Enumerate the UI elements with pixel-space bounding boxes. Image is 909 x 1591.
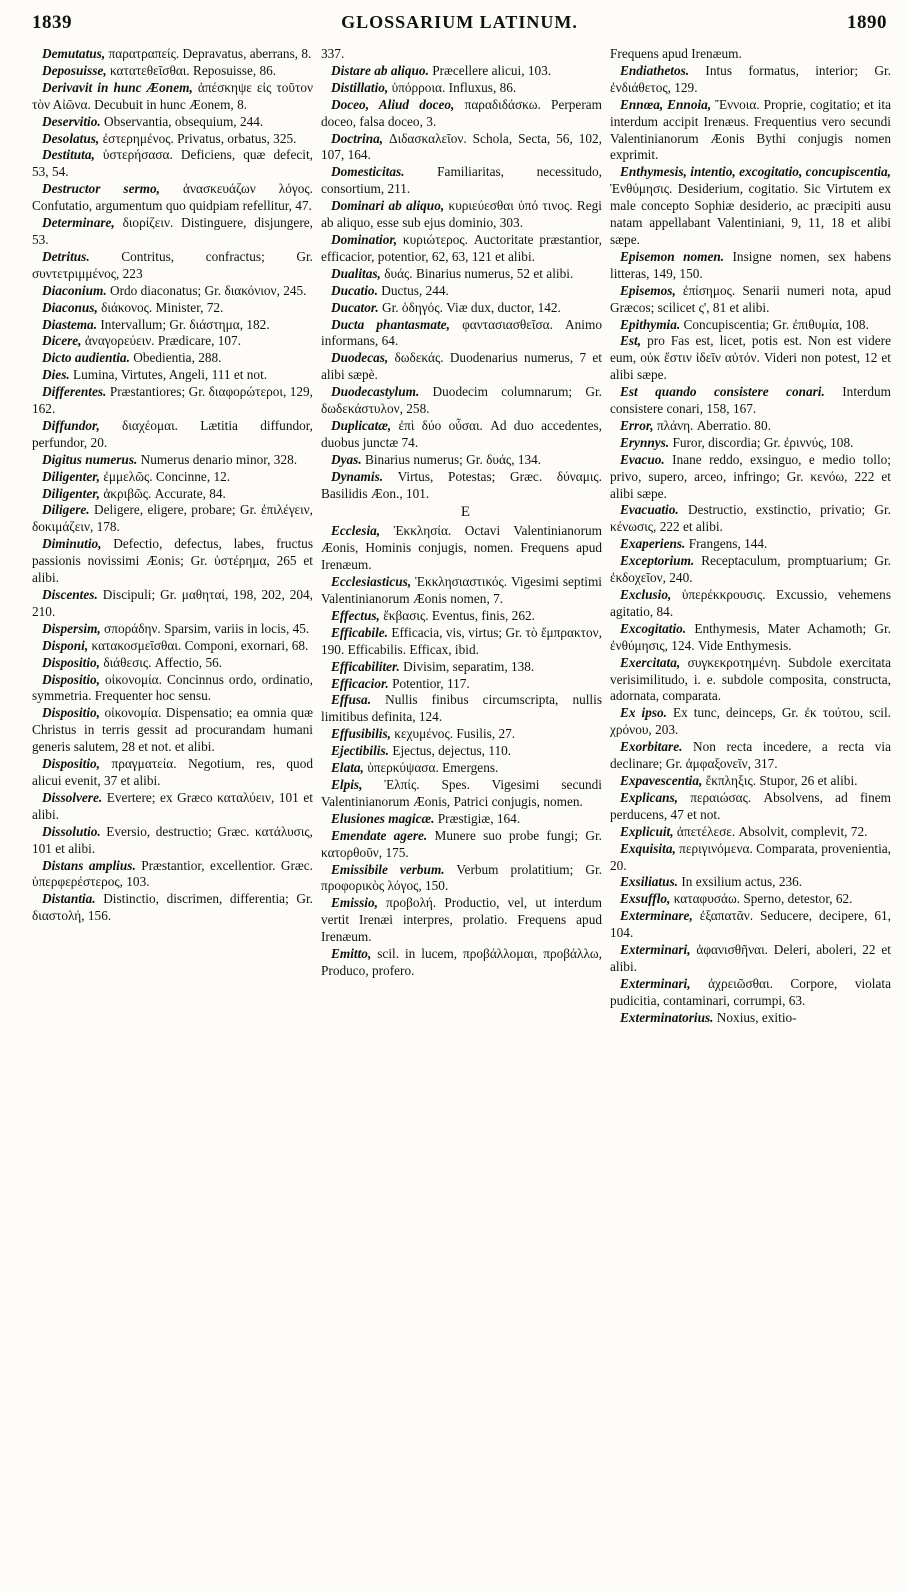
entry-definition: διορίζειν. Distinguere, disjungere, 53. xyxy=(32,215,313,247)
glossary-entry xyxy=(32,418,321,452)
entry-lemma: Dispositio, xyxy=(42,756,100,772)
entry-lemma: Dies. xyxy=(42,367,70,383)
glossary-entry xyxy=(32,80,321,114)
entry-lemma: Diligenter, xyxy=(42,468,100,484)
entry-lemma: Exterminari, xyxy=(620,942,691,958)
entry-definition: Interdum consistere conari, 158, 167. xyxy=(610,384,891,417)
glossary-entry xyxy=(321,625,610,659)
entry-definition: ὑπερέκκρουσις. Excussio, vehemens agitatio, 84. xyxy=(610,587,891,619)
entry-definition: Ἐνθύμησις. Desiderium, cogitatio. Sic Virtutem ex male concepto Sophiæ desiderio, ac præcipiti ausu natam appellabant Valentiniani, 9, 11, 18 et alibi sæpe. xyxy=(610,181,891,247)
entry-lemma: Dissolutio. xyxy=(42,823,101,839)
glossary-entry xyxy=(610,435,899,452)
running-title: GLOSSARIUM LATINUM. xyxy=(341,12,578,32)
glossary-entry xyxy=(610,790,899,824)
entry-lemma: Diligere. xyxy=(42,502,90,518)
entry-definition: scil. in lucem, προβάλλομαι, προβάλλω, Produco, profero. xyxy=(321,946,602,978)
entry-definition: Frangens, 144. xyxy=(685,536,768,552)
entry-lemma: Diaconus, xyxy=(42,299,98,315)
glossary-entry xyxy=(610,976,899,1010)
glossary-entry xyxy=(32,249,321,283)
glossary-entry xyxy=(610,874,899,891)
entry-definition: Præcellere alicui, 103. xyxy=(428,62,552,78)
entry-lemma: Exceptorium. xyxy=(620,553,695,569)
glossary-entry xyxy=(321,777,610,811)
column-3 xyxy=(610,46,899,1027)
entry-definition: Lumina, Virtutes, Angeli, 111 et not. xyxy=(69,367,268,383)
entry-definition: ἀναγορεύειν. Prædicare, 107. xyxy=(81,333,242,349)
entry-lemma: Enthymesis, intentio, excogitatio, concupiscentia, xyxy=(620,164,891,180)
entry-definition: Διδασκαλεῖον. Schola, Secta, 56, 102, 107, 164. xyxy=(321,130,602,163)
glossary-entry xyxy=(610,317,899,334)
glossary-entry xyxy=(610,621,899,655)
entry-definition: πλάνη. Aberratio. 80. xyxy=(653,417,771,433)
entry-lemma: Ducta phantasmate, xyxy=(331,316,450,332)
glossary-entry xyxy=(321,317,610,351)
glossary-entry xyxy=(321,828,610,862)
glossary-entry xyxy=(32,181,321,215)
entry-lemma: Efficabiliter. xyxy=(331,658,400,674)
glossary-entry xyxy=(32,350,321,367)
entry-definition: καταφυσάω. Sperno, detestor, 62. xyxy=(670,891,853,907)
entry-definition: διαχέομαι. Lætitia diffundor, perfundor, 20. xyxy=(32,417,313,450)
entry-lemma: Ecclesiasticus, xyxy=(331,574,412,590)
glossary-entry xyxy=(610,333,899,384)
glossary-entry xyxy=(32,367,321,384)
entry-lemma: Ex ipso. xyxy=(620,705,668,721)
entry-definition: Insigne nomen, sex habens litteras, 149, 150. xyxy=(610,248,891,281)
entry-definition: διάθεσις. Affectio, 56. xyxy=(100,654,223,670)
entry-definition: κεχυμένος. Fusilis, 27. xyxy=(390,726,516,742)
entry-lemma: Dominari ab aliquo, xyxy=(331,198,445,214)
entry-definition: Discipuli; Gr. μαθηταί, 198, 202, 204, 210. xyxy=(32,587,313,619)
entry-lemma: Desolatus, xyxy=(42,130,100,146)
glossary-entry xyxy=(610,841,899,875)
entry-definition: σποράδην. Sparsim, variis in locis, 45. xyxy=(100,620,310,636)
entry-definition: δυάς. Binarius numerus, 52 et alibi. xyxy=(380,265,574,281)
entry-definition: ἀπετέλεσε. Absolvit, complevit, 72. xyxy=(673,823,868,839)
glossary-entry xyxy=(610,63,899,97)
entry-lemma: Dispositio, xyxy=(42,705,100,721)
entry-lemma: Emissio, xyxy=(331,895,378,911)
entry-definition: ὑπόρροια. Influxus, 86. xyxy=(388,79,517,95)
glossary-entry xyxy=(610,249,899,283)
entry-definition: προβολή. Productio, vel, ut interdum vertit Irenæi interpres, prolatio. Frequens apud Irenæum. xyxy=(321,895,602,945)
entry-lemma: Dyas. xyxy=(331,451,362,467)
entry-definition: Contritus, confractus; Gr. συντετριμμένος, 223 xyxy=(32,248,313,281)
glossary-entry xyxy=(610,1010,899,1027)
entry-definition: Intus formatus, interior; Gr. ἐνδιάθετος, 129. xyxy=(610,62,891,95)
entry-lemma: Exquisita, xyxy=(620,840,676,856)
entry-definition: Potentior, 117. xyxy=(388,675,470,691)
entry-lemma: Elata, xyxy=(331,760,364,776)
glossary-entry xyxy=(32,283,321,300)
entry-definition: Receptaculum, promptuarium; Gr. ἐκδοχεῖον, 240. xyxy=(610,553,891,586)
entry-lemma: Dynamis. xyxy=(331,468,384,484)
glossary-entry xyxy=(32,672,321,706)
entry-lemma: Exorbitare. xyxy=(620,739,683,755)
entry-definition: Ductus, 244. xyxy=(377,282,449,298)
entry-definition: ἐπίσημος. Senarii numeri nota, apud Græcos; scilicet ς', 81 et alibi. xyxy=(610,282,891,315)
entry-definition: Inane reddo, exsinguo, e medio tollo; privo, supero, arceo, infringo; Gr. κενόω, 222 et alibi sæpe. xyxy=(610,451,891,501)
glossary-entry xyxy=(610,536,899,553)
glossary-entry xyxy=(321,574,610,608)
glossary-entry xyxy=(32,705,321,756)
entry-definition: Evertere; ex Græco καταλύειν, 101 et alibi. xyxy=(32,789,313,822)
entry-lemma: Destituta, xyxy=(42,147,95,163)
entry-lemma: Dualitas, xyxy=(331,265,381,281)
entry-lemma: Exsufflo, xyxy=(620,891,671,907)
entry-definition: ἀφανισθῆναι. Deleri, aboleri, 22 et alibi. xyxy=(610,942,891,974)
glossary-entry xyxy=(32,452,321,469)
entry-definition: Intervallum; Gr. διάστημα, 182. xyxy=(97,316,270,332)
entry-lemma: Efficabile. xyxy=(331,624,388,640)
entry-definition: συγκεκροτημένη. Subdole exercitata verisimilitudo, i. e. subdole composita, constructa, adornata, comparata. xyxy=(610,654,891,704)
entry-lemma: Duodecastylum. xyxy=(331,384,420,400)
glossary-entry xyxy=(32,384,321,418)
glossary-entry xyxy=(321,131,610,165)
glossary-entry xyxy=(610,942,899,976)
entry-definition: περαιώσας. Absolvens, ad finem perducens, 47 et not. xyxy=(610,789,891,822)
glossary-entry xyxy=(610,587,899,621)
entry-lemma: Destructor sermo, xyxy=(42,181,160,197)
entry-definition: Distinctio, discrimen, differentia; Gr. διαστολή, 156. xyxy=(32,891,313,924)
entry-lemma: Discentes. xyxy=(42,587,98,602)
entry-lemma: Derivavit in hunc Æonem, xyxy=(42,79,193,95)
entry-definition: ἔκπληξις. Stupor, 26 et alibi. xyxy=(702,772,858,788)
glossary-entry xyxy=(321,946,610,980)
entry-definition: ὑστερήσασα. Deficiens, quæ defecit, 53, 54. xyxy=(32,147,313,180)
entry-lemma: Evacuo. xyxy=(620,451,665,467)
entry-lemma: Demutatus, xyxy=(42,46,106,61)
glossary-entry xyxy=(610,908,899,942)
glossary-entry xyxy=(321,80,610,97)
entry-definition: πραγματεία. Negotium, res, quod alicui evenit, 37 et alibi. xyxy=(32,756,313,788)
glossary-entry xyxy=(32,824,321,858)
entry-lemma: Expavescentia, xyxy=(620,772,703,788)
glossary-entry xyxy=(321,811,610,828)
entry-definition: Nullis finibus circumscripta, nullis limitibus definita, 124. xyxy=(321,692,602,725)
entry-lemma: Efficacior. xyxy=(331,675,389,691)
entry-lemma: Deposuisse, xyxy=(42,62,107,78)
entry-definition: pro Fas est, licet, potis est. Non est videre eum, οὐκ ἔστιν ἰδεῖν αὐτόν. Videri non potest, 12 et alibi sæpe. xyxy=(610,333,891,383)
entry-definition: δωδεκάς. Duodenarius numerus, 7 et alibi sæpè. xyxy=(321,350,602,383)
glossary-entry xyxy=(610,739,899,773)
glossary-entry xyxy=(32,147,321,181)
entry-definition: ἀχρειῶσθαι. Corpore, violata pudicitia, contaminari, corrumpi, 63. xyxy=(610,975,891,1008)
entry-definition: Ἔννοια. Proprie, cogitatio; et ita interdum accipit Irenæus. Frequentius vero secundi Valentinianorum Æonis Bythi conjugis nomen exprimit. xyxy=(610,96,891,163)
glossary-entry xyxy=(610,452,899,503)
entry-lemma: Detritus. xyxy=(42,248,90,264)
entry-definition: Noxius, exitio- xyxy=(713,1009,797,1025)
entry-lemma: Diastema. xyxy=(42,316,98,332)
page-number-left: 1839 xyxy=(32,12,72,33)
entry-lemma: Epithymia. xyxy=(620,316,681,332)
entry-definition: Munere suo probe fungi; Gr. κατορθοῦν, 175. xyxy=(321,827,603,860)
entry-definition: κατακοσμεῖσθαι. Componi, exornari, 68. xyxy=(88,637,309,653)
entry-lemma: Dicto audientia. xyxy=(42,350,130,366)
glossary-entry xyxy=(610,773,899,790)
entry-lemma: Effusibilis, xyxy=(331,726,391,742)
entry-lemma: Distare ab aliquo. xyxy=(331,62,429,78)
entry-lemma: Dicere, xyxy=(42,333,82,349)
entry-definition: ἀνασκευάζων λόγος. Confutatio, argumentum quo quidpiam refellitur, 47. xyxy=(32,181,313,214)
entry-lemma: Erynnys. xyxy=(620,434,670,450)
entry-lemma: Deservitio. xyxy=(42,113,101,129)
entry-definition: κυριεύεσθαι ὑπό τινος. Regi ab aliquo, esse sub ejus dominio, 303. xyxy=(321,198,603,231)
entry-definition: παρατραπείς. Depravatus, aberrans, 8. xyxy=(105,46,312,61)
text-columns xyxy=(32,46,899,1027)
entry-lemma: Exterminari, xyxy=(620,975,691,991)
entry-lemma: Error, xyxy=(620,417,654,433)
glossary-entry xyxy=(32,858,321,892)
entry-lemma: Dominatior, xyxy=(331,231,398,247)
entry-lemma: Episemos, xyxy=(620,282,676,298)
entry-definition: Numerus denario minor, 328. xyxy=(137,451,298,467)
entry-definition: διάκονος. Minister, 72. xyxy=(97,299,224,315)
entry-definition: ἐπὶ δύο οὖσαι. Ad duo accedentes, duobus junctæ 74. xyxy=(321,417,602,450)
entry-definition: ἀπέσκηψε εἰς τοῦτον τὸν Αἰῶνα. Decubuit in hunc Æonem, 8. xyxy=(32,79,313,112)
glossary-entry xyxy=(32,790,321,824)
glossary-entry xyxy=(321,418,610,452)
glossary-entry xyxy=(610,46,899,63)
entry-definition: περιγινόμενα. Comparata, provenientia, 20. xyxy=(610,840,891,873)
page-number-right: 1890 xyxy=(847,12,887,33)
entry-definition: ἐστερημένος. Privatus, orbatus, 325. xyxy=(99,130,297,146)
glossary-entry xyxy=(610,705,899,739)
glossary-entry xyxy=(32,469,321,486)
entry-definition: Frequens apud Irenæum. xyxy=(610,46,742,61)
column-2-part-e xyxy=(321,523,610,979)
entry-definition: φαντασιασθεῖσα. Animo informans, 64. xyxy=(321,316,602,349)
entry-lemma: Exercitata, xyxy=(620,654,681,670)
entry-definition: οἰκονομία. Concinnus ordo, ordinatio, symmetria. Frequenter hoc sensu. xyxy=(32,671,313,704)
glossary-entry xyxy=(321,232,610,266)
glossary-entry xyxy=(321,283,610,300)
entry-lemma: Exclusio, xyxy=(620,587,672,602)
entry-definition: Ordo diaconatus; Gr. διακόνιον, 245. xyxy=(106,282,307,298)
glossary-entry xyxy=(32,587,321,621)
glossary-entry xyxy=(321,384,610,418)
entry-lemma: Distillatio, xyxy=(331,79,389,95)
entry-lemma: Exaperiens. xyxy=(620,536,686,552)
entry-definition: Ejectus, dejectus, 110. xyxy=(389,743,512,759)
entry-lemma: Duodecas, xyxy=(331,350,389,366)
entry-definition: Obedientia, 288. xyxy=(129,350,222,366)
glossary-entry xyxy=(321,300,610,317)
entry-lemma: Elusiones magicæ. xyxy=(331,810,435,826)
entry-definition: Gr. ὁδηγός. Viæ dux, ductor, 142. xyxy=(378,299,561,315)
glossary-entry xyxy=(610,824,899,841)
glossary-entry xyxy=(321,350,610,384)
glossary-entry xyxy=(610,502,899,536)
entry-lemma: Ducatio. xyxy=(331,282,378,298)
glossary-entry xyxy=(321,198,610,232)
entry-lemma: Diligenter, xyxy=(42,485,100,501)
entry-lemma: Ducator. xyxy=(331,299,379,315)
glossary-entry xyxy=(32,655,321,672)
entry-definition: ἐμμελῶς. Concinne, 12. xyxy=(100,468,231,484)
column-2-part-d xyxy=(321,46,610,502)
entry-definition: Præstantior, excellentior. Græc. ὑπερφερέστερος, 103. xyxy=(32,857,313,890)
entry-lemma: Dispositio, xyxy=(42,671,100,687)
glossary-entry xyxy=(321,523,610,574)
entry-lemma: Doceo, Aliud doceo, xyxy=(331,96,455,112)
entry-definition: κατατεθεῖσθαι. Reposuisse, 86. xyxy=(106,62,277,78)
entry-lemma: Exterminare, xyxy=(620,908,693,924)
glossary-entry xyxy=(610,384,899,418)
glossary-entry xyxy=(32,536,321,587)
glossary-entry xyxy=(32,621,321,638)
entry-lemma: Endiathetos. xyxy=(620,62,690,78)
glossary-entry xyxy=(32,215,321,249)
entry-definition: Destructio, exstinctio, privatio; Gr. κένωσις, 222 et alibi. xyxy=(610,502,891,535)
entry-definition: Duodecim columnarum; Gr. δωδεκάστυλον, 258. xyxy=(321,384,602,417)
column-2 xyxy=(321,46,610,1027)
entry-definition: Efficacia, vis, virtus; Gr. τὸ ἔμπρακτον, 190. Efficabilis. Efficax, ibid. xyxy=(321,624,602,657)
entry-lemma: Diffundor, xyxy=(42,417,100,433)
glossary-entry xyxy=(32,63,321,80)
glossary-entry xyxy=(321,692,610,726)
entry-definition: Verbum prolatitium; Gr. προφορικὸς λόγος, 150. xyxy=(321,861,602,894)
glossary-entry xyxy=(321,63,610,80)
entry-definition: κυριώτερος. Auctoritate præstantior, efficacior, potentior, 62, 63, 121 et alibi. xyxy=(321,231,602,264)
entry-definition: Divisim, separatim, 138. xyxy=(399,658,535,674)
entry-lemma: Dissolvere. xyxy=(42,789,103,805)
entry-lemma: Diaconium. xyxy=(42,282,107,298)
glossary-entry xyxy=(32,333,321,350)
entry-definition: Præstantiores; Gr. διαφορώτεροι, 129, 162. xyxy=(32,384,313,417)
entry-definition: 337. xyxy=(321,46,345,61)
entry-definition: In exsilium actus, 236. xyxy=(678,874,803,890)
glossary-entry xyxy=(610,553,899,587)
entry-lemma: Disponi, xyxy=(42,637,89,653)
entry-lemma: Effusa. xyxy=(331,692,372,708)
entry-lemma: Diminutio, xyxy=(42,536,102,552)
entry-definition: παραδιδάσκω. Perperam doceo, falsa doceo, 3. xyxy=(321,96,602,129)
glossary-entry xyxy=(321,266,610,283)
entry-definition: Non recta incedere, a recta via declinare; Gr. ἀμφαξονεῖν, 317. xyxy=(610,739,891,772)
entry-lemma: Excogitatio. xyxy=(620,620,687,636)
glossary-entry xyxy=(321,743,610,760)
entry-definition: Concupiscentia; Gr. ἐπιθυμία, 108. xyxy=(680,316,869,332)
entry-lemma: Determinare, xyxy=(42,215,115,231)
entry-lemma: Est quando consistere conari. xyxy=(620,384,825,400)
glossary-entry xyxy=(32,317,321,334)
entry-definition: Observantia, obsequium, 244. xyxy=(100,113,264,129)
glossary-entry xyxy=(610,283,899,317)
glossary-entry xyxy=(610,164,899,249)
entry-lemma: Distantia. xyxy=(42,891,96,907)
entry-definition: Præstigiæ, 164. xyxy=(434,810,521,826)
entry-lemma: Domesticitas. xyxy=(331,164,405,180)
entry-lemma: Ecclesia, xyxy=(331,523,381,539)
entry-definition: Binarius numerus; Gr. δυάς, 134. xyxy=(361,451,542,467)
entry-definition: Deligere, eligere, probare; Gr. ἐπιλέγειν, δοκιμάζειν, 178. xyxy=(32,502,313,535)
glossary-entry xyxy=(32,756,321,790)
entry-lemma: Elpis, xyxy=(331,776,363,792)
entry-lemma: Evacuatio. xyxy=(620,502,679,518)
glossary-entry xyxy=(32,502,321,536)
entry-definition: Ἐκκλησιαστικός. Vigesimi septimi Valentinianorum Æonis nomen, 7. xyxy=(321,574,602,606)
entry-lemma: Dispositio, xyxy=(42,654,100,670)
entry-definition: Familiaritas, necessitudo, consortium, 211. xyxy=(321,164,602,197)
entry-definition: Enthymesis, Mater Achamoth; Gr. ἐνθύμησις, 124. Vide Enthymesis. xyxy=(610,620,891,653)
glossary-entry xyxy=(321,895,610,946)
entry-definition: Virtus, Potestas; Græc. δύναμις. Basilidis Æon., 101. xyxy=(321,468,602,501)
entry-definition: ἀκριβῶς. Accurate, 84. xyxy=(100,485,226,501)
entry-definition: Ἐκκλησία. Octavi Valentinianorum Æonis, Hominis conjugis, nomen. Frequens apud Irenæum. xyxy=(321,523,602,573)
entry-lemma: Explicuit, xyxy=(620,823,674,839)
entry-definition: Ex tunc, deinceps, Gr. ἐκ τούτου, scil. χρόνου, 203. xyxy=(610,705,891,738)
glossary-entry xyxy=(32,486,321,503)
entry-lemma: Digitus numerus. xyxy=(42,451,138,467)
glossary-entry xyxy=(321,469,610,503)
entry-lemma: Dispersim, xyxy=(42,620,101,636)
entry-lemma: Ejectibilis. xyxy=(331,743,389,759)
glossary-entry xyxy=(32,114,321,131)
entry-lemma: Effectus, xyxy=(331,607,380,623)
section-letter-e: E xyxy=(460,504,471,521)
glossary-entry xyxy=(610,655,899,706)
entry-lemma: Emitto, xyxy=(331,946,372,962)
glossary-entry xyxy=(610,97,899,165)
glossary-entry xyxy=(32,638,321,655)
entry-lemma: Emissibile verbum. xyxy=(331,861,445,877)
entry-lemma: Exterminatorius. xyxy=(620,1009,714,1025)
glossary-entry xyxy=(32,131,321,148)
entry-definition: οἰκονομία. Dispensatio; ea omnia quæ Christus in terris gessit ad procurandam humani generis salutem, 28 et not. et alibi. xyxy=(32,705,313,755)
glossary-entry xyxy=(321,164,610,198)
glossary-entry xyxy=(321,46,610,63)
entry-lemma: Distans amplius. xyxy=(42,857,136,873)
entry-lemma: Est, xyxy=(620,333,642,349)
entry-lemma: Differentes. xyxy=(42,384,107,400)
entry-lemma: Explicans, xyxy=(620,789,678,805)
glossary-entry xyxy=(32,46,321,63)
glossary-entry xyxy=(321,726,610,743)
entry-lemma: Emendate agere. xyxy=(331,827,428,843)
glossary-entry xyxy=(610,891,899,908)
running-header xyxy=(32,12,887,42)
entry-lemma: Episemon nomen. xyxy=(620,248,725,264)
entry-definition: ἐξαπατᾶν. Seducere, decipere, 61, 104. xyxy=(610,908,891,941)
entry-definition: Eversio, destructio; Græc. κατάλυσις, 101 et alibi. xyxy=(32,823,313,856)
column-1 xyxy=(32,46,321,1027)
glossary-entry xyxy=(321,659,610,676)
entry-definition: Defectio, defectus, labes, fructus passionis novissimi Æonis; Gr. ὑστέρημα, 265 et alibi. xyxy=(32,536,313,586)
glossary-entry xyxy=(32,300,321,317)
entry-lemma: Duplicatæ, xyxy=(331,417,392,433)
entry-lemma: Doctrina, xyxy=(331,130,384,146)
glossary-entry xyxy=(321,452,610,469)
glossary-entry xyxy=(321,862,610,896)
entry-definition: Ἐλπίς. Spes. Vigesimi secundi Valentinianorum Æonis, Patrici conjugis, nomen. xyxy=(321,776,602,809)
glossary-entry xyxy=(321,760,610,777)
entry-definition: Furor, discordia; Gr. ἐριννύς, 108. xyxy=(669,434,854,450)
entry-lemma: Ennœa, Ennoia, xyxy=(620,96,712,112)
glossary-entry xyxy=(321,97,610,131)
glossary-entry xyxy=(610,418,899,435)
glossary-entry xyxy=(32,891,321,925)
glossary-entry xyxy=(321,676,610,693)
entry-definition: ἔκβασις. Eventus, finis, 262. xyxy=(379,607,535,623)
entry-lemma: Exsiliatus. xyxy=(620,874,679,890)
entry-definition: ὑπερκύψασα. Emergens. xyxy=(363,760,499,776)
glossary-entry xyxy=(321,608,610,625)
